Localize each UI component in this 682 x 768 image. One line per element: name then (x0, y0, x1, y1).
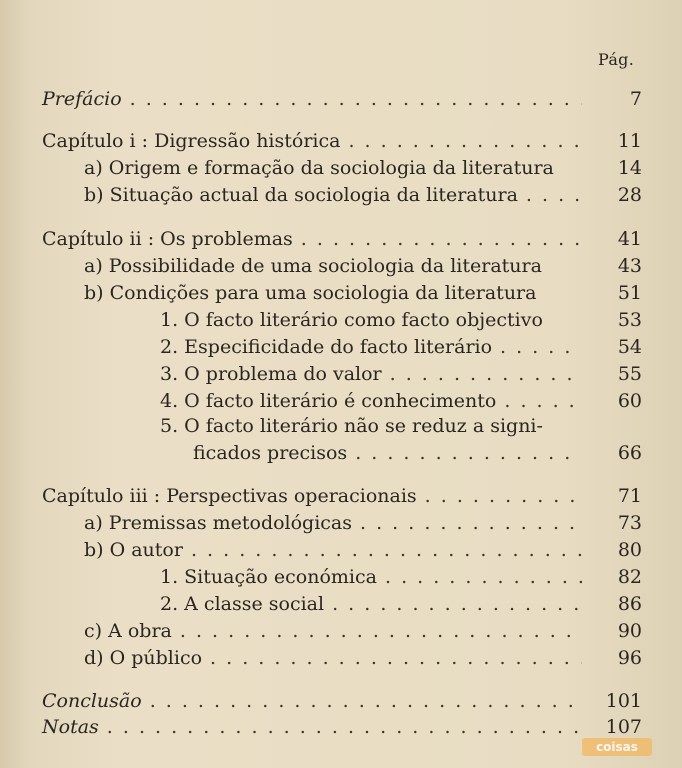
toc-entry-title: 2. A classe social (160, 593, 325, 615)
toc-entry-section (84, 645, 642, 671)
toc-page-number: 51 (617, 282, 642, 304)
toc-page-number: 66 (617, 442, 642, 464)
toc-entry-subsection (160, 307, 642, 333)
leader-dots (107, 714, 582, 740)
leader-dots (150, 688, 582, 714)
leader-dots (355, 440, 582, 466)
toc-entry-subsection (160, 564, 642, 590)
leader-dots (504, 388, 582, 414)
toc-entry-section (84, 510, 642, 536)
toc-entry-title: a) Possibilidade de uma sociologia da literatura (84, 255, 542, 277)
toc-entry-capitulo-2 (42, 226, 642, 252)
toc-page-number: 41 (617, 228, 642, 250)
toc-page-number: 14 (617, 157, 642, 179)
toc-page-number: 55 (617, 363, 642, 385)
toc-entry-subsection (160, 388, 642, 414)
page-column-header: Pág. (598, 50, 635, 69)
toc-entry-title: Capítulo ii : Os problemas (42, 228, 293, 250)
toc-entry-title: 1. Situação económica (160, 566, 377, 588)
leader-dots (210, 645, 582, 671)
leader-dots (191, 537, 582, 563)
toc-entry-subsection (160, 591, 642, 617)
toc-entry-notas (42, 714, 642, 740)
toc-page-number: 54 (617, 336, 642, 358)
toc-entry-title: 4. O facto literário é conhecimento (160, 390, 497, 412)
toc-entry-title: d) O público (84, 647, 203, 669)
toc-page-number: 101 (605, 690, 642, 712)
toc-page-number: 90 (617, 620, 642, 642)
toc-entry-conclusao (42, 688, 642, 714)
leader-dots (500, 334, 582, 360)
toc-entry-section (84, 537, 642, 563)
toc-entry-section (84, 155, 642, 181)
toc-entry-title-line1: 5. O facto literário não se reduz a signi- (160, 415, 543, 437)
watermark-logo: coisas (582, 738, 652, 756)
toc-entry-title: a) Origem e formação da sociologia da literatura (84, 157, 554, 179)
toc-entry-subsection (193, 440, 642, 466)
toc-entry-subsection (160, 361, 642, 387)
toc-entry-subsection (160, 334, 642, 360)
toc-entry-title: Capítulo i : Digressão histórica (42, 130, 341, 152)
toc-page-number: 86 (617, 593, 642, 615)
toc-entry-title: Capítulo iii : Perspectivas operacionais (42, 485, 417, 507)
leader-dots (526, 182, 582, 208)
toc-page-number: 43 (617, 255, 642, 277)
toc-page-number: 53 (617, 309, 642, 331)
leader-dots (301, 226, 582, 252)
toc-entry-title-continuation: ficados precisos (193, 442, 348, 464)
toc-entry-title: b) O autor (84, 539, 183, 561)
toc-page-number: 28 (617, 184, 642, 206)
toc-entry-section (84, 618, 642, 644)
toc-entry-title: 2. Especificidade do facto literário (160, 336, 493, 358)
leader-dots (360, 510, 582, 536)
toc-entry-section (84, 182, 642, 208)
toc-entry-title: 3. O problema do valor (160, 363, 382, 385)
toc-page-number: 107 (605, 716, 642, 738)
toc-entry-title: c) A obra (84, 620, 172, 642)
toc-entry-prefacio (42, 86, 642, 112)
toc-entry-title: Notas (42, 716, 99, 738)
toc-page-number: 73 (617, 512, 642, 534)
toc-page-number: 71 (617, 485, 642, 507)
toc-entry-title: b) Condições para uma sociologia da literatura (84, 282, 537, 304)
toc-entry-title: Conclusão (42, 690, 142, 712)
toc-page-number: 60 (617, 390, 642, 412)
toc-page-number: 80 (617, 539, 642, 561)
toc-entry-section (84, 253, 642, 279)
leader-dots (348, 128, 582, 154)
toc-entry-title: 1. O facto literário como facto objectivo (160, 309, 543, 331)
toc-entry-section (84, 280, 642, 306)
toc-entry-title: Prefácio (42, 88, 122, 110)
toc-entry-title: b) Situação actual da sociologia da literatura (84, 184, 518, 206)
toc-page-number: 82 (617, 566, 642, 588)
leader-dots (332, 591, 582, 617)
leader-dots (425, 483, 582, 509)
toc-page-number: 96 (617, 647, 642, 669)
leader-dots (390, 361, 582, 387)
toc-entry-capitulo-1 (42, 128, 642, 154)
leader-dots (130, 86, 582, 112)
toc-page-number: 7 (629, 88, 642, 110)
toc-entry-title: a) Premissas metodológicas (84, 512, 353, 534)
leader-dots (180, 618, 582, 644)
toc-entry-capitulo-3 (42, 483, 642, 509)
toc-page-number: 11 (617, 130, 642, 152)
leader-dots (385, 564, 582, 590)
